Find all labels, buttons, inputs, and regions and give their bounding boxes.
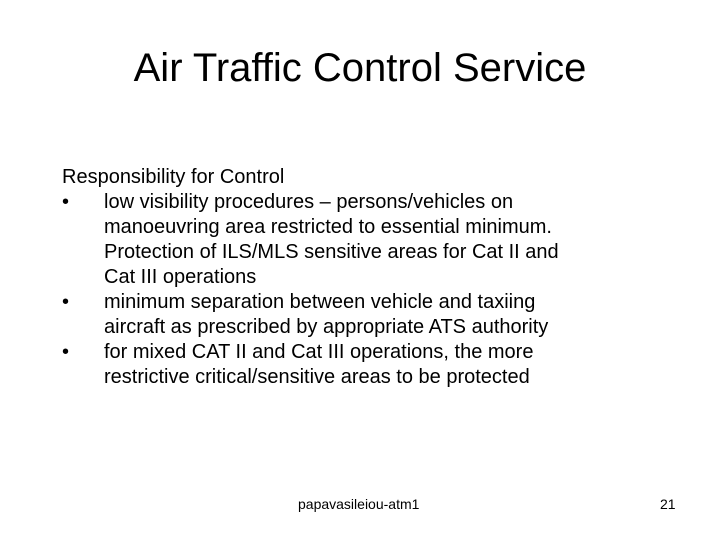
bullet-item [62, 340, 682, 390]
slide-footer: papavasileiou-atm1 [298, 496, 420, 512]
section-heading: Responsibility for Control [62, 166, 285, 188]
bullet-text-line: minimum separation between vehicle and taxiing [104, 291, 536, 313]
bullet-item [62, 290, 682, 340]
bullet-text-line: for mixed CAT II and Cat III operations, the more [104, 341, 534, 363]
bullet-text-line: aircraft as prescribed by appropriate ATS authority [104, 316, 549, 338]
page-number: 21 [660, 496, 676, 512]
bullet-text-line: Protection of ILS/MLS sensitive areas for Cat II and [104, 241, 559, 263]
slide-body [62, 165, 682, 390]
bullet-text-line: manoeuvring area restricted to essential minimum. [104, 216, 552, 238]
bullet-text-line: low visibility procedures – persons/vehicles on [104, 191, 514, 213]
bullet-marker: • [62, 291, 70, 313]
bullet-marker: • [62, 191, 70, 213]
bullet-text-line: restrictive critical/sensitive areas to be protected [104, 366, 530, 388]
bullet-item [62, 190, 682, 290]
slide-title: Air Traffic Control Service [133, 46, 587, 90]
bullet-text-line: Cat III operations [104, 266, 257, 288]
bullet-marker: • [62, 341, 70, 363]
